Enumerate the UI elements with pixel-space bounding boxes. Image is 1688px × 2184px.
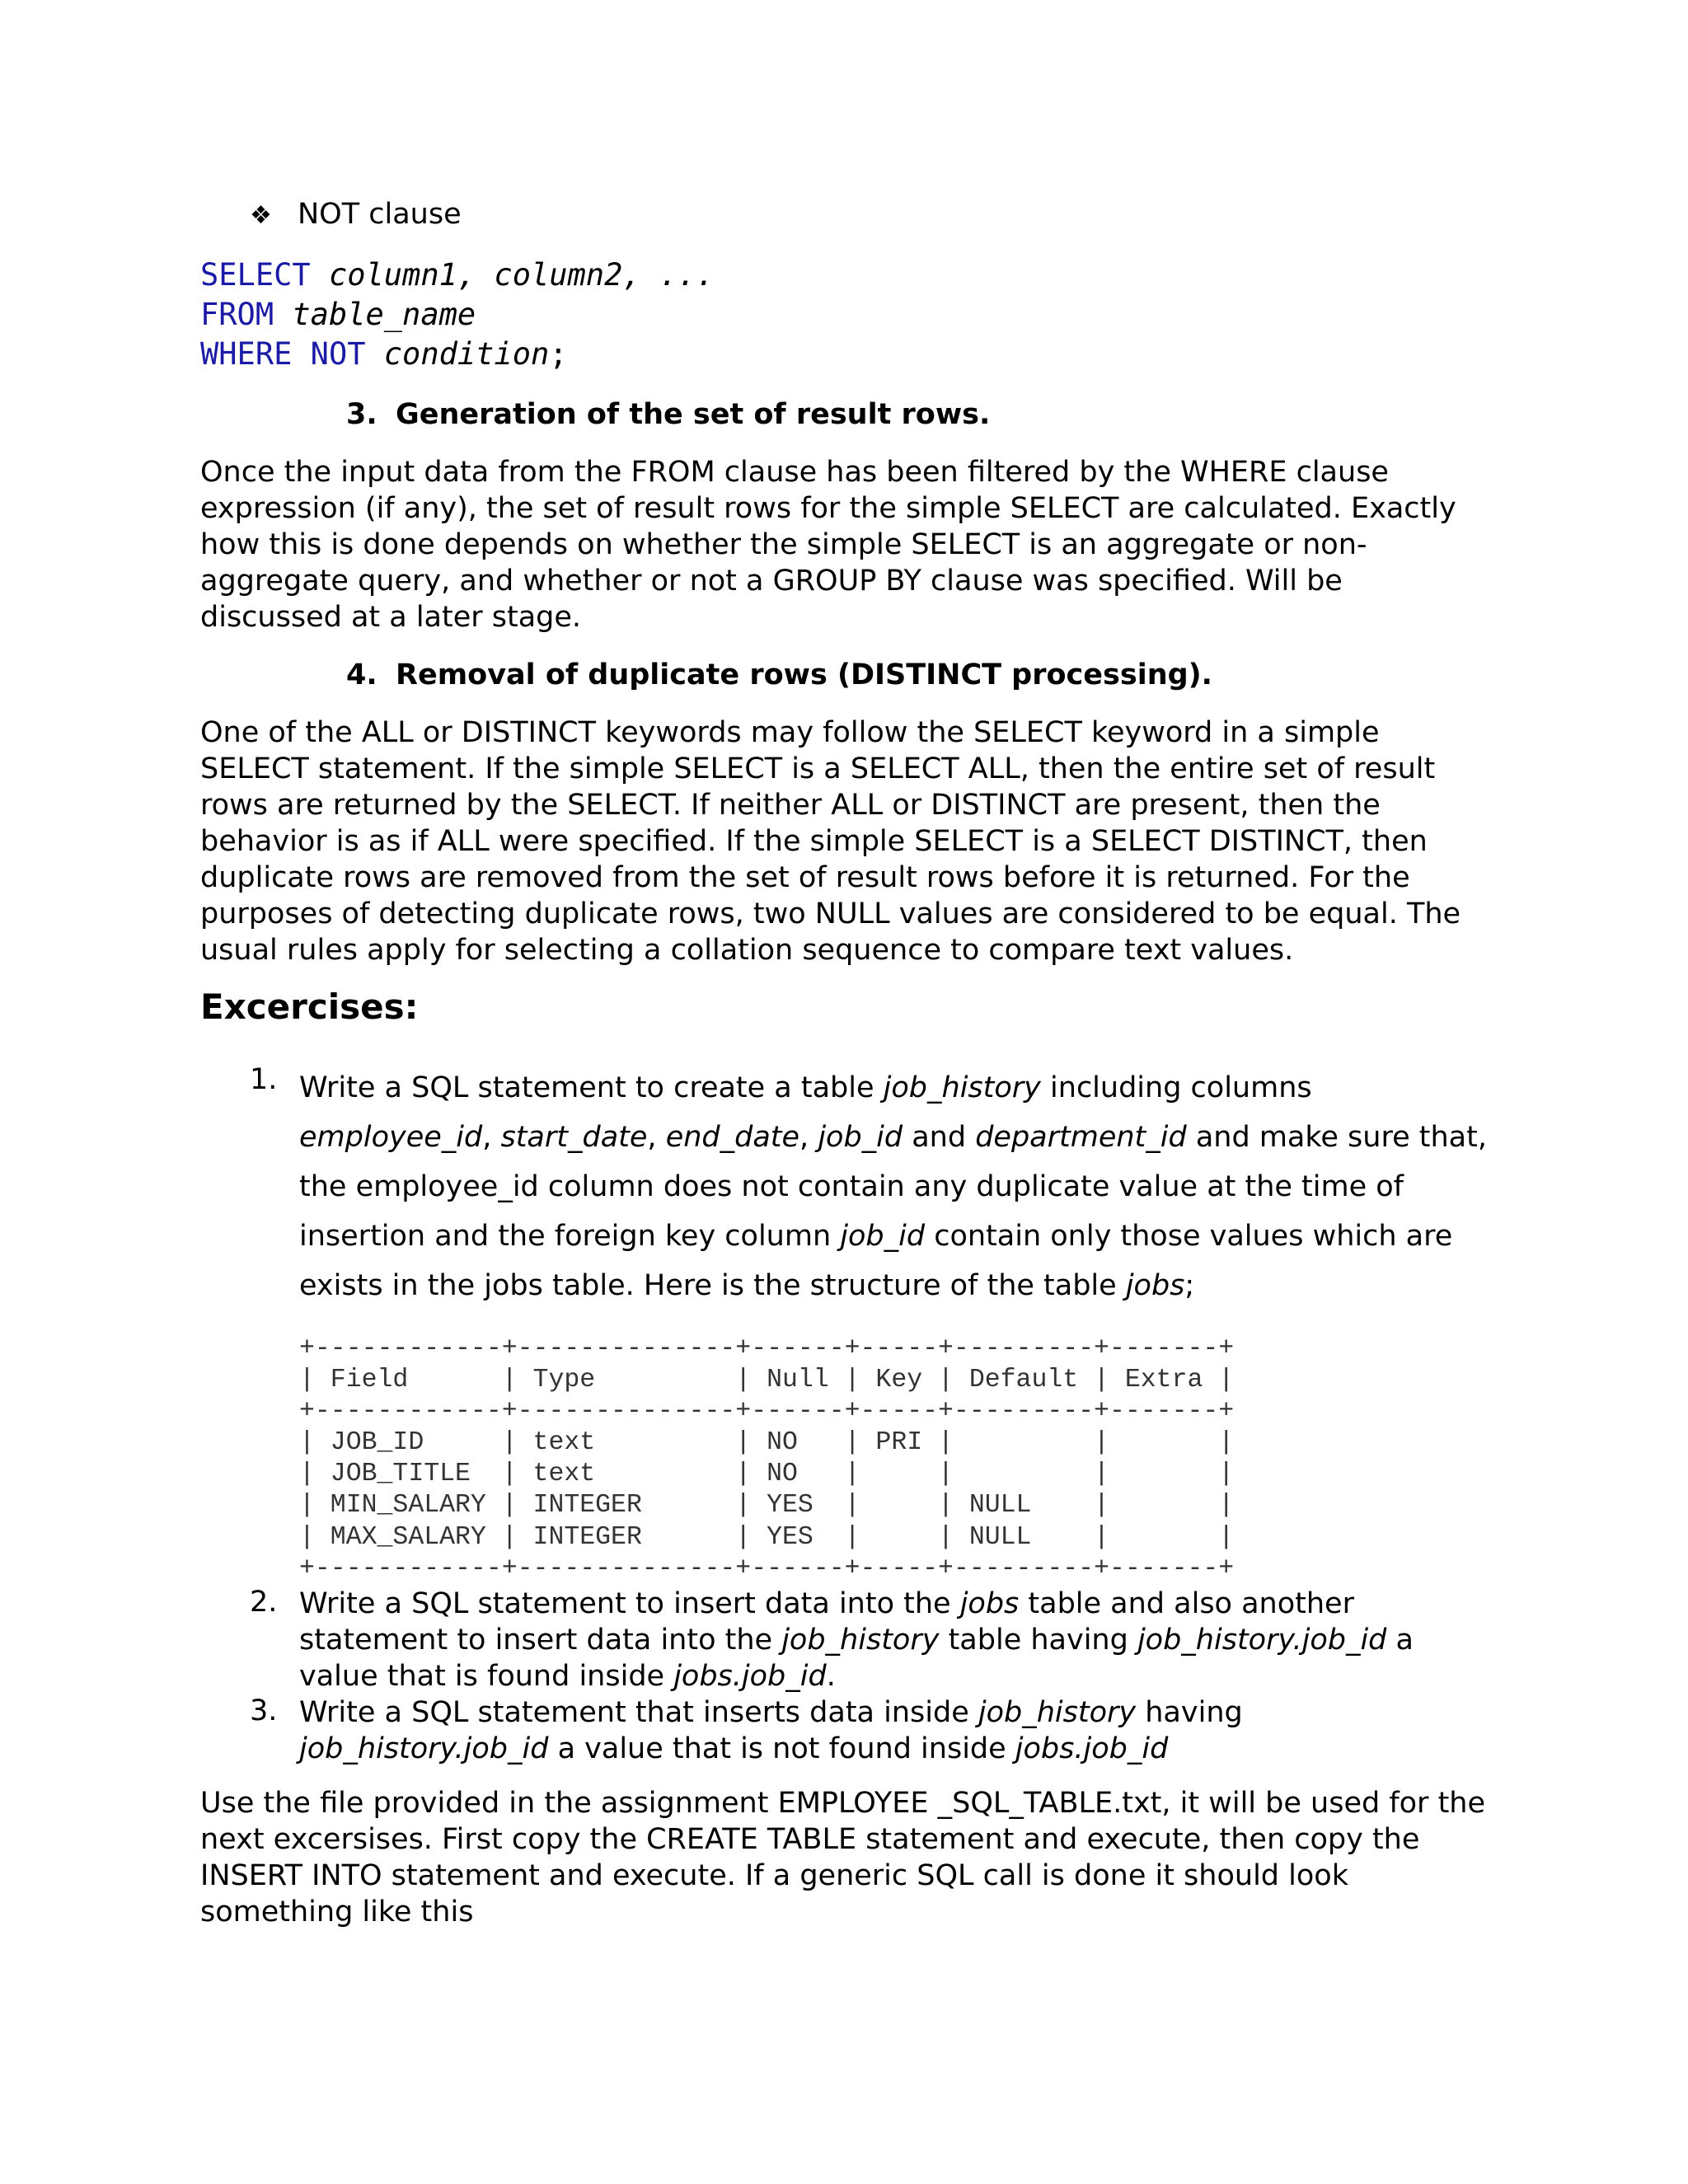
text-run: table and also another statement to insert data into the [299, 1587, 1354, 1657]
section-number: 3. [346, 398, 377, 431]
text-run: , [647, 1121, 666, 1154]
exercise-2-number: 2. [250, 1586, 278, 1619]
italic-run: employee_id [299, 1121, 483, 1154]
not-clause-title: NOT clause [298, 198, 462, 231]
code-line-select [200, 257, 715, 293]
code-text: condition [383, 336, 550, 372]
italic-run: job_history [883, 1071, 1041, 1104]
code-semicolon: ; [549, 336, 568, 372]
text-run: Write a SQL statement to insert data into the [299, 1587, 960, 1620]
italic-run: job_history [978, 1696, 1137, 1729]
not-clause-bullet-item [250, 198, 462, 231]
italic-run: job_history [781, 1624, 940, 1657]
code-line-from [200, 297, 476, 332]
exercise-3-text [299, 1694, 1494, 1767]
text-run: ; [1184, 1269, 1195, 1302]
exercise-1-text [299, 1063, 1494, 1310]
text-run: , [482, 1121, 501, 1154]
text-run: , [799, 1121, 818, 1154]
section-4-paragraph: One of the ALL or DISTINCT keywords may follow the SELECT keyword in a simple SELECT statement. If the simple SELECT is a SELECT ALL, then the entire set of result rows are returned by the SELECT. If neither ALL or DISTINCT are present, then the behavior is as if ALL were specified. If the simple SELECT is a SELECT DISTINCT, then duplicate rows are removed from the set of result rows before it is returned. For the purposes of detecting duplicate rows, two NULL values are considered to be equal. The usual rules apply for selecting a collation sequence to compare text values. [200, 716, 1461, 967]
italic-run: jobs.job_id [1015, 1732, 1169, 1765]
section-title: Removal of duplicate rows (DISTINCT processing). [396, 658, 1212, 691]
text-run: and make sure that, the employee_id column does not contain any duplicate value at the time of insertion and the foreign key column [299, 1121, 1487, 1253]
diamond-bullet-icon: ❖ [250, 201, 272, 230]
exercise-3-number: 3. [250, 1694, 278, 1727]
italic-run: end_date [665, 1121, 800, 1154]
text-run: and [903, 1121, 976, 1154]
italic-run: jobs [959, 1587, 1020, 1620]
italic-run: job_history.job_id [1137, 1624, 1387, 1657]
code-keyword: SELECT [200, 257, 311, 293]
section-3-paragraph: Once the input data from the FROM clause has been filtered by the WHERE clause expression (if any), the set of result rows for the simple SELECT are calculated. Exactly how this is done depends on whether the simple SELECT is an aggregate or non-aggregate query, and whether or not a GROUP BY clause was specified. Will be discussed at a later stage. [200, 456, 1456, 634]
code-line-where [200, 336, 568, 372]
code-keyword: WHERE [200, 336, 293, 372]
italic-run: jobs.job_id [673, 1660, 827, 1693]
italic-run: job_id [840, 1220, 926, 1253]
exercises-heading: Excercises: [200, 987, 419, 1027]
section-3-heading [346, 398, 990, 431]
section-title: Generation of the set of result rows. [396, 398, 991, 431]
italic-run: job_id [818, 1121, 903, 1154]
text-run: . [826, 1660, 836, 1693]
text-run: a value that is found inside [299, 1624, 1414, 1693]
italic-run: job_history.job_id [299, 1732, 549, 1765]
italic-run: jobs [1125, 1269, 1185, 1302]
italic-run: start_date [500, 1121, 648, 1154]
jobs-table-structure: +------------+--------------+------+-----+---------+-------+ | Field | Type | Null | Key | Default | Extra | +------------+--------------+------+-----+---------+-------+ | JOB_ID | text | NO | PRI | | | | JOB_TITLE | text | NO | | | | | MIN_SALARY | INTEGER | YES | | NULL | | | MAX_SALARY | INTEGER | YES | | NULL | | +------------+--------------+------+-----+---------+-------+ [299, 1334, 1235, 1583]
code-text: column1, column2, ... [328, 257, 715, 293]
text-run: Write a SQL statement that inserts data inside [299, 1696, 978, 1729]
text-run: including columns [1040, 1071, 1312, 1104]
text-run: contain only those values which are exists in the jobs table. Here is the structure of the table [299, 1220, 1453, 1302]
text-run: having [1136, 1696, 1243, 1729]
section-number: 4. [346, 658, 377, 691]
text-run: table having [939, 1624, 1137, 1657]
text-run: a value that is not found inside [548, 1732, 1015, 1765]
code-keyword: NOT [310, 336, 366, 372]
code-keyword: FROM [200, 297, 274, 332]
section-4-heading [346, 658, 1212, 691]
code-text: table_name [292, 297, 476, 332]
closing-paragraph: Use the file provided in the assignment EMPLOYEE _SQL_TABLE.txt, it will be used for the next excersises. First copy the CREATE TABLE statement and execute, then copy the INSERT INTO statement and execute. If a generic SQL call is done it should look something like this [200, 1787, 1486, 1929]
text-run: Write a SQL statement to create a table [299, 1071, 884, 1104]
exercise-2-text [299, 1586, 1494, 1694]
exercise-1-number: 1. [250, 1063, 278, 1096]
italic-run: department_id [975, 1121, 1187, 1154]
